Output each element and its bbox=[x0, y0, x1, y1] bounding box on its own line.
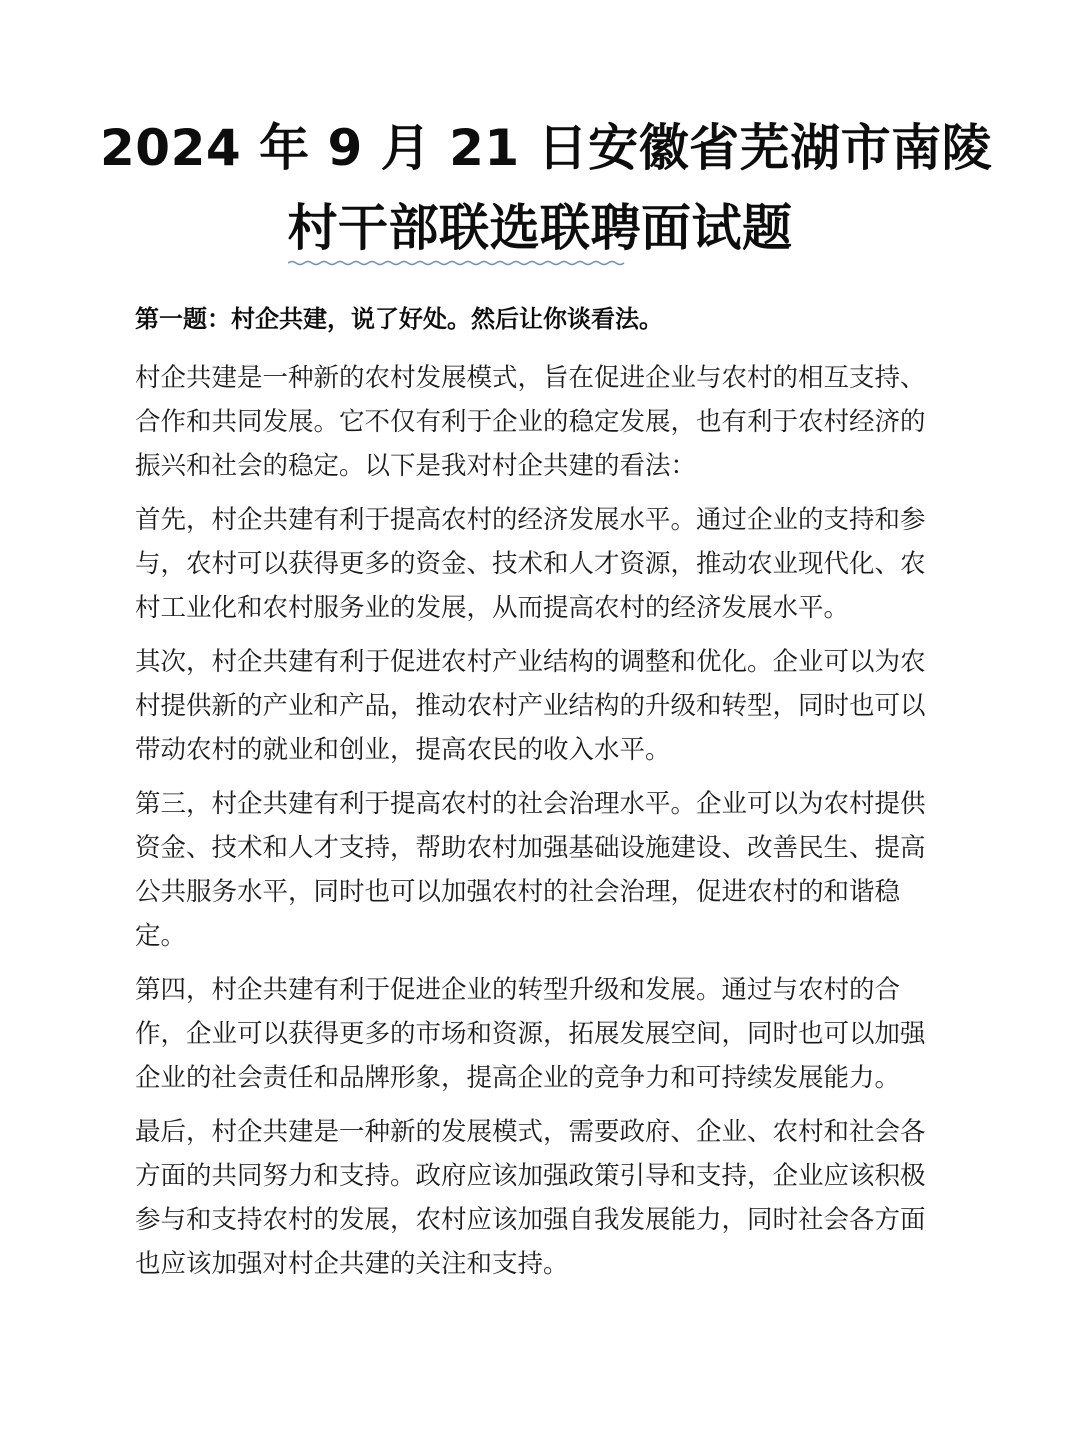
title-line-1: 2024 年 9 月 21 日安徽省芜湖市南陵 bbox=[100, 119, 993, 177]
paragraph-2 bbox=[135, 498, 945, 630]
paragraph-line: 企业的社会责任和品牌形象，提高企业的竞争力和可持续发展能力。 bbox=[135, 1063, 901, 1093]
question-heading: 第一题：村企共建，说了好处。然后让你谈看法。 bbox=[135, 305, 663, 333]
paragraph-line: 也应该加强对村企共建的关注和支持。 bbox=[135, 1249, 569, 1279]
paragraph-line: 参与和支持农村的发展，农村应该加强自我发展能力，同时社会各方面 bbox=[135, 1205, 926, 1235]
title-line-2-wrap bbox=[288, 188, 793, 268]
paragraph-line: 首先，村企共建有利于提高农村的经济发展水平。通过企业的支持和参 bbox=[135, 505, 926, 535]
paragraph-line: 作，企业可以获得更多的市场和资源，拓展发展空间，同时也可以加强 bbox=[135, 1019, 926, 1049]
paragraph-3 bbox=[135, 640, 945, 772]
paragraph-1 bbox=[135, 356, 945, 488]
paragraph-line: 村企共建是一种新的农村发展模式，旨在促进企业与农村的相互支持、 bbox=[135, 363, 926, 393]
paragraph-line: 振兴和社会的稳定。以下是我对村企共建的看法： bbox=[135, 451, 697, 481]
paragraph-line: 带动农村的就业和创业，提高农民的收入水平。 bbox=[135, 735, 671, 765]
paragraph-line: 方面的共同努力和支持。政府应该加强政策引导和支持，企业应该积极 bbox=[135, 1161, 926, 1191]
paragraph-line: 与，农村可以获得更多的资金、技术和人才资源，推动农业现代化、农 bbox=[135, 549, 926, 579]
title-line-2: 村干部联选联聘面试题 bbox=[287, 199, 793, 257]
paragraph-5 bbox=[135, 968, 945, 1100]
paragraph-line: 定。 bbox=[135, 921, 187, 951]
paragraph-line: 其次，村企共建有利于促进农村产业结构的调整和优化。企业可以为农 bbox=[135, 647, 926, 677]
paragraph-line: 合作和共同发展。它不仅有利于企业的稳定发展，也有利于农村经济的 bbox=[135, 407, 926, 437]
paragraph-line: 第三，村企共建有利于提高农村的社会治理水平。企业可以为农村提供 bbox=[135, 789, 926, 819]
paragraph-line: 村工业化和农村服务业的发展，从而提高农村的经济发展水平。 bbox=[135, 593, 850, 623]
paragraph-line: 第四，村企共建有利于促进企业的转型升级和发展。通过与农村的合 bbox=[135, 975, 901, 1005]
paragraph-line: 资金、技术和人才支持，帮助农村加强基础设施建设、改善民生、提高 bbox=[135, 833, 926, 863]
paragraph-line: 最后，村企共建是一种新的发展模式，需要政府、企业、农村和社会各 bbox=[135, 1117, 926, 1147]
paragraph-line: 村提供新的产业和产品，推动农村产业结构的升级和转型，同时也可以 bbox=[135, 691, 926, 721]
paragraph-6 bbox=[135, 1110, 945, 1286]
spellcheck-underline bbox=[288, 260, 626, 266]
paragraph-line: 公共服务水平，同时也可以加强农村的社会治理，促进农村的和谐稳 bbox=[135, 877, 901, 907]
document-title bbox=[100, 108, 993, 268]
paragraph-4 bbox=[135, 782, 945, 958]
